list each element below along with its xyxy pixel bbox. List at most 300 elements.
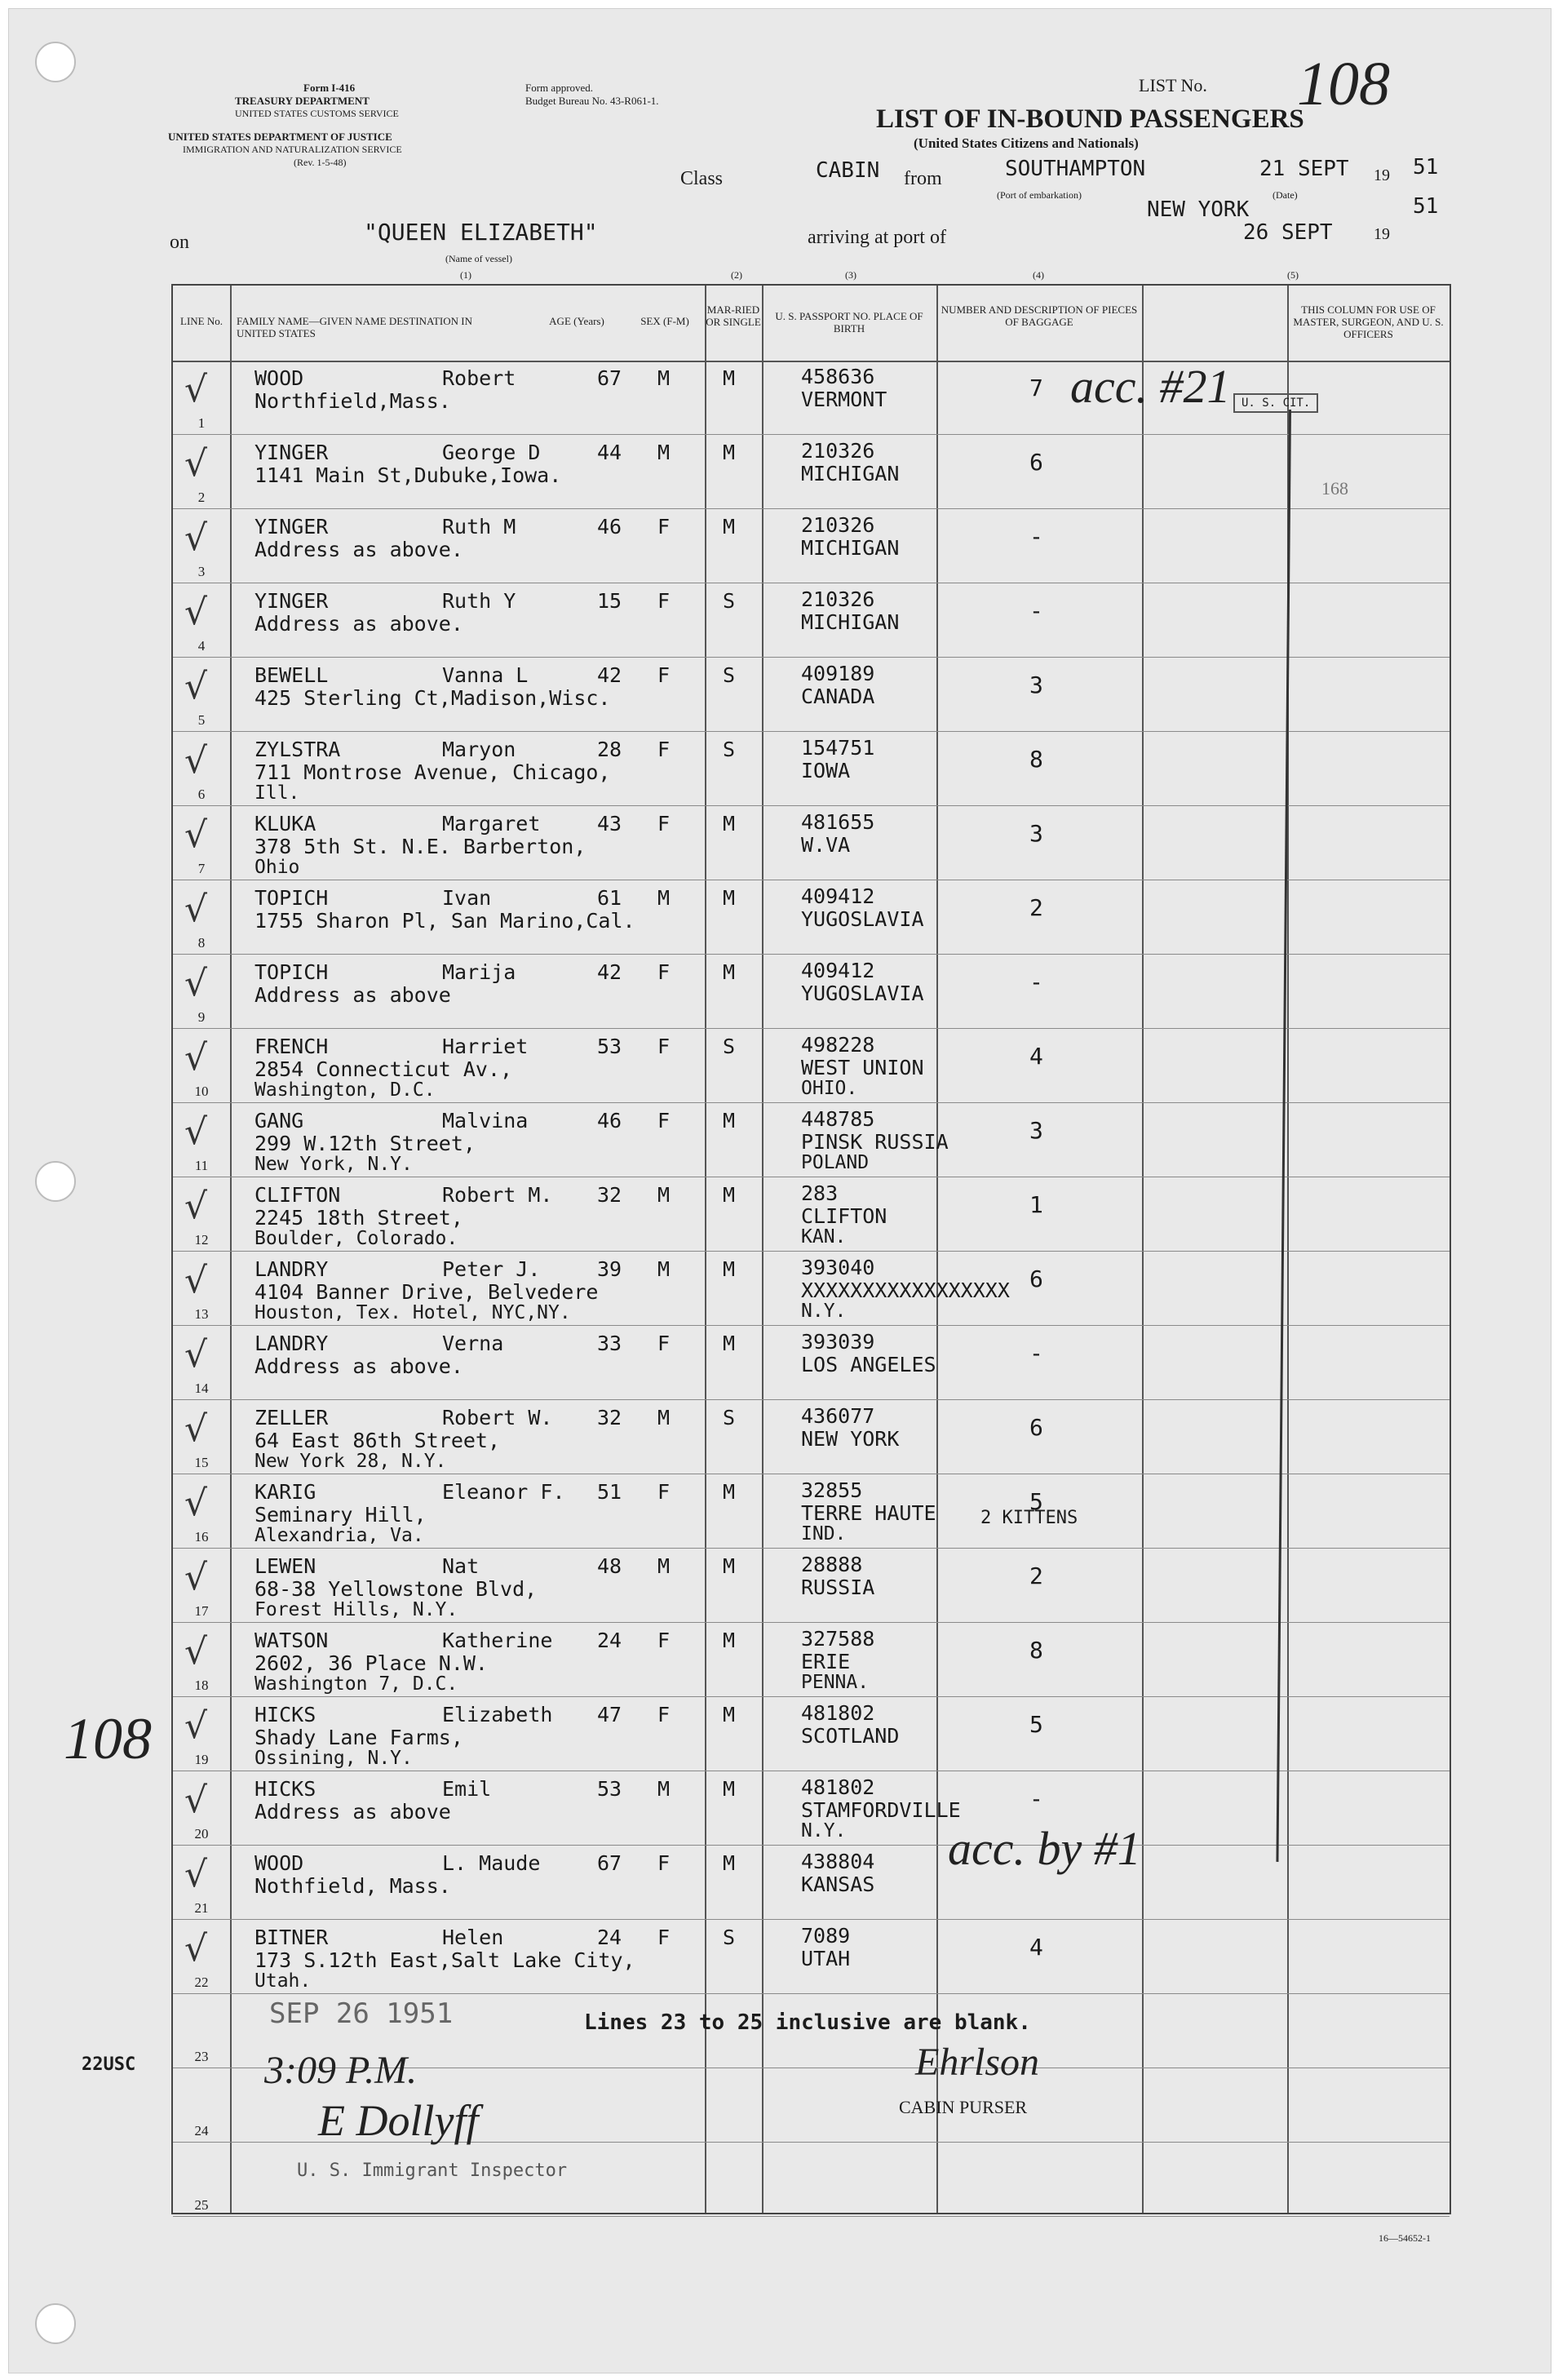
destination-address: 378 5th St. N.E. Barberton,	[255, 835, 586, 858]
place-of-birth: YUGOSLAVIA	[801, 907, 924, 931]
check-mark: √	[184, 1557, 208, 1598]
line-number: 24	[194, 2123, 209, 2138]
given-name: George D	[442, 441, 541, 464]
sex: M	[657, 886, 671, 910]
line-number: 16	[194, 1529, 209, 1545]
line-number: 14	[194, 1381, 209, 1396]
sex: M	[657, 441, 671, 464]
marital-status: M	[723, 1703, 736, 1726]
line-number: 19	[194, 1752, 209, 1767]
check-mark: √	[184, 517, 208, 559]
sex: F	[657, 1851, 671, 1875]
marital-status: S	[723, 1926, 736, 1949]
destination-address-2: Ohio	[255, 857, 300, 878]
family-name: ZELLER	[255, 1406, 329, 1429]
budget-bureau: Budget Bureau No. 43-R061-1.	[525, 95, 659, 107]
footer-code: 16—54652-1	[1379, 2232, 1431, 2244]
passport-number: 409412	[801, 959, 875, 982]
age: 42	[597, 960, 622, 984]
annotation-kittens: 2 KITTENS	[980, 1508, 1078, 1528]
line-number: 10	[194, 1084, 209, 1099]
table-row	[173, 806, 1450, 880]
sex: M	[657, 1257, 671, 1281]
given-name: Malvina	[442, 1109, 529, 1132]
passenger-table	[171, 284, 1451, 2214]
table-row	[173, 435, 1450, 509]
given-name: Ivan	[442, 886, 492, 910]
column-1-caption: (1)	[460, 269, 471, 281]
baggage-count: 8	[1029, 1637, 1043, 1664]
table-row	[173, 955, 1450, 1029]
passport-number: 481655	[801, 810, 875, 834]
baggage-count: -	[1029, 1785, 1043, 1812]
place-of-birth: MICHIGAN	[801, 536, 900, 560]
family-name: LANDRY	[255, 1332, 329, 1355]
passport-number: 448785	[801, 1107, 875, 1131]
header-passport: U. S. PASSPORT NO. PLACE OF BIRTH	[775, 310, 923, 335]
line-number: 4	[197, 638, 206, 654]
family-name: GANG	[255, 1109, 304, 1132]
marital-status: M	[723, 886, 736, 910]
list-no-value: 108	[1297, 50, 1390, 118]
place-of-birth-2: N.Y.	[801, 1820, 847, 1842]
family-name: YINGER	[255, 589, 329, 613]
sex: M	[657, 1554, 671, 1578]
purser-signature: Ehrlson	[915, 2041, 1040, 2084]
table-row	[173, 1400, 1450, 1474]
table-row	[173, 1474, 1450, 1549]
given-name: Eleanor F.	[442, 1480, 565, 1504]
passport-number: 210326	[801, 439, 875, 463]
baggage-count: 6	[1029, 1414, 1043, 1441]
check-mark: √	[184, 592, 208, 633]
from-label: from	[904, 168, 942, 189]
line-number: 2	[197, 490, 206, 505]
destination-address-2: Washington, D.C.	[255, 1079, 436, 1101]
annotation-168: 168	[1321, 478, 1348, 499]
column-4-caption: (4)	[1033, 269, 1044, 281]
place-of-birth: YUGOSLAVIA	[801, 982, 924, 1005]
line-number: 5	[197, 712, 206, 728]
given-name: Nat	[442, 1554, 480, 1578]
baggage-count: 4	[1029, 1934, 1043, 1961]
age: 24	[597, 1926, 622, 1949]
port-of-arrival: NEW YORK	[1147, 197, 1250, 222]
baggage-count: 2	[1029, 894, 1043, 921]
on-label: on	[170, 232, 189, 253]
place-of-birth: UTAH	[801, 1947, 851, 1970]
marital-status: S	[723, 738, 736, 761]
place-of-birth: NEW YORK	[801, 1427, 900, 1451]
age: 67	[597, 366, 622, 390]
table-row	[173, 1029, 1450, 1103]
family-name: BEWELL	[255, 663, 329, 687]
year-prefix-2: 19	[1374, 225, 1390, 243]
check-mark: √	[184, 740, 208, 782]
place-of-birth-2: POLAND	[801, 1152, 870, 1173]
check-mark: √	[184, 963, 208, 1004]
line-number: 12	[194, 1232, 209, 1248]
line-number: 21	[194, 1900, 209, 1916]
passport-number: 393039	[801, 1330, 875, 1354]
header-age: AGE (Years)	[549, 315, 604, 327]
baggage-count: 2	[1029, 1562, 1043, 1589]
sex: M	[657, 1777, 671, 1801]
place-of-birth-2: IND.	[801, 1523, 847, 1545]
header-baggage: NUMBER AND DESCRIPTION OF PIECES OF BAGGAGE	[941, 304, 1138, 328]
line-number: 20	[194, 1826, 209, 1842]
baggage-count: 1	[1029, 1191, 1043, 1218]
sex: F	[657, 1629, 671, 1652]
baggage-count: 3	[1029, 1117, 1043, 1144]
check-mark: √	[184, 1854, 208, 1895]
given-name: Robert	[442, 366, 516, 390]
place-of-birth-2: KAN.	[801, 1226, 847, 1248]
table-row	[173, 1697, 1450, 1771]
line-number: 23	[194, 2049, 209, 2064]
baggage-count: 3	[1029, 671, 1043, 698]
check-mark: √	[184, 814, 208, 856]
passport-number: 283	[801, 1181, 839, 1205]
table-row	[173, 658, 1450, 732]
list-subtitle: (United States Citizens and Nationals)	[914, 135, 1139, 151]
line-number: 17	[194, 1603, 209, 1619]
line-number: 18	[194, 1678, 209, 1693]
place-of-birth-2: N.Y.	[801, 1301, 847, 1322]
sex: F	[657, 738, 671, 761]
line-number: 22	[194, 1974, 209, 1990]
baggage-count: -	[1029, 523, 1043, 550]
baggage-count: 6	[1029, 449, 1043, 476]
marital-status: M	[723, 812, 736, 835]
table-row	[173, 880, 1450, 955]
vessel-name: "QUEEN ELIZABETH"	[364, 219, 598, 246]
table-row	[173, 1549, 1450, 1623]
destination-address: 68-38 Yellowstone Blvd,	[255, 1577, 538, 1601]
family-name: TOPICH	[255, 960, 329, 984]
given-name: Ruth M	[442, 515, 516, 538]
place-of-birth: WEST UNION	[801, 1056, 924, 1079]
place-of-birth: SCOTLAND	[801, 1724, 900, 1748]
place-of-birth: LOS ANGELES	[801, 1353, 936, 1376]
arriving-label: arriving at port of	[808, 227, 946, 248]
class-value: CABIN	[816, 158, 880, 183]
sex: F	[657, 1332, 671, 1355]
header-line-no: LINE No.	[180, 315, 223, 327]
destination-address: 425 Sterling Ct,Madison,Wisc.	[255, 686, 611, 710]
line-number: 8	[197, 935, 206, 951]
table-row	[173, 1846, 1450, 1920]
line-number: 11	[194, 1158, 209, 1173]
age: 61	[597, 886, 622, 910]
sex: F	[657, 812, 671, 835]
place-of-birth: W.VA	[801, 833, 851, 857]
destination-address: Address as above	[255, 983, 451, 1007]
baggage-count: 3	[1029, 820, 1043, 847]
line-number: 13	[194, 1306, 209, 1322]
marital-status: M	[723, 1777, 736, 1801]
family-name: KLUKA	[255, 812, 316, 835]
age: 24	[597, 1629, 622, 1652]
baggage-count: 7	[1029, 375, 1043, 401]
sex: M	[657, 366, 671, 390]
table-row	[173, 509, 1450, 583]
form-number: Form I-416	[303, 82, 356, 94]
table-row	[173, 583, 1450, 658]
row-rule	[173, 2216, 1450, 2217]
given-name: Katherine	[442, 1629, 553, 1652]
destination-address: 173 S.12th East,Salt Lake City,	[255, 1948, 635, 1972]
destination-address: Northfield,Mass.	[255, 389, 451, 413]
sex: M	[657, 1406, 671, 1429]
family-name: FRENCH	[255, 1035, 329, 1058]
port-of-embarkation: SOUTHAMPTON	[1005, 157, 1146, 181]
given-name: Helen	[442, 1926, 504, 1949]
marital-status: M	[723, 1629, 736, 1652]
check-mark: √	[184, 1111, 208, 1153]
destination-address: 4104 Banner Drive, Belvedere	[255, 1280, 599, 1304]
margin-code: 22USC	[82, 2054, 136, 2075]
passport-number: 481802	[801, 1775, 875, 1799]
family-name: YINGER	[255, 441, 329, 464]
line-number: 25	[194, 2197, 209, 2213]
table-row	[173, 732, 1450, 806]
destination-address-2: Alexandria, Va.	[255, 1525, 424, 1546]
destination-address-2: Houston, Tex. Hotel, NYC,NY.	[255, 1302, 571, 1323]
passport-number: 32855	[801, 1478, 863, 1502]
destination-address-2: Boulder, Colorado.	[255, 1228, 458, 1249]
purser-label: CABIN PURSER	[899, 2097, 1028, 2117]
place-of-birth: STAMFORDVILLE	[801, 1798, 961, 1822]
place-of-birth: CLIFTON	[801, 1204, 887, 1228]
vessel-caption: (Name of vessel)	[445, 253, 512, 264]
annotation-acc-21: acc. #21	[1070, 360, 1231, 413]
check-mark: √	[184, 1928, 208, 1970]
family-name: CLIFTON	[255, 1183, 341, 1207]
passport-number: 210326	[801, 587, 875, 611]
destination-address: 711 Montrose Avenue, Chicago,	[255, 760, 611, 784]
column-5-caption: (5)	[1287, 269, 1299, 281]
family-name: WOOD	[255, 1851, 304, 1875]
check-mark: √	[184, 1483, 208, 1524]
check-mark: √	[184, 666, 208, 707]
age: 46	[597, 1109, 622, 1132]
column-3-caption: (3)	[845, 269, 856, 281]
family-name: WOOD	[255, 366, 304, 390]
age: 33	[597, 1332, 622, 1355]
date-stamp: SEP 26 1951	[269, 1997, 454, 2030]
year-prefix: 19	[1374, 166, 1390, 184]
table-row	[173, 1920, 1450, 1994]
sex: M	[657, 1183, 671, 1207]
passport-number: 28888	[801, 1553, 863, 1576]
marital-status: M	[723, 1851, 736, 1875]
family-name: WATSON	[255, 1629, 329, 1652]
line-number: 7	[197, 861, 206, 876]
check-mark: √	[184, 1037, 208, 1079]
passport-number: 409412	[801, 884, 875, 908]
given-name: Margaret	[442, 812, 541, 835]
line-number: 1	[197, 415, 206, 431]
age: 28	[597, 738, 622, 761]
baggage-count: 8	[1029, 746, 1043, 773]
check-mark: √	[184, 1408, 208, 1450]
sex: F	[657, 1035, 671, 1058]
family-name: ZYLSTRA	[255, 738, 341, 761]
time-note: 3:09 P.M.	[264, 2049, 418, 2092]
destination-address-2: Ossining, N.Y.	[255, 1748, 413, 1769]
arrival-year: 51	[1413, 194, 1439, 219]
table-row	[173, 1771, 1450, 1846]
age: 42	[597, 663, 622, 687]
place-of-birth: XXXXXXXXXXXXXXXXX	[801, 1279, 1010, 1302]
header-officers: THIS COLUMN FOR USE OF MASTER, SURGEON, AND U. S. OFFICERS	[1293, 304, 1444, 340]
sex: F	[657, 589, 671, 613]
sex: F	[657, 1480, 671, 1504]
table-row	[173, 1103, 1450, 1177]
header-name: FAMILY NAME—GIVEN NAME DESTINATION IN UNITED STATES	[237, 315, 473, 339]
marital-status: S	[723, 1035, 736, 1058]
age: 53	[597, 1035, 622, 1058]
age: 32	[597, 1406, 622, 1429]
age: 43	[597, 812, 622, 835]
departure-date: 21 SEPT	[1259, 157, 1349, 181]
place-of-birth: IOWA	[801, 759, 851, 782]
check-mark: √	[184, 889, 208, 930]
marital-status: S	[723, 1406, 736, 1429]
passport-number: 481802	[801, 1701, 875, 1725]
family-name: KARIG	[255, 1480, 316, 1504]
check-mark: √	[184, 1186, 208, 1227]
check-mark: √	[184, 1779, 208, 1821]
place-of-birth: VERMONT	[801, 388, 887, 411]
place-of-birth: MICHIGAN	[801, 610, 900, 634]
punch-hole	[35, 42, 76, 82]
passport-number: 436077	[801, 1404, 875, 1428]
table-row	[173, 1623, 1450, 1697]
family-name: LEWEN	[255, 1554, 316, 1578]
passport-number: 458636	[801, 365, 875, 388]
place-of-birth: MICHIGAN	[801, 462, 900, 485]
given-name: Maryon	[442, 738, 516, 761]
given-name: Robert W.	[442, 1406, 553, 1429]
table-row	[173, 1252, 1450, 1326]
place-of-birth-2: PENNA.	[801, 1672, 870, 1693]
class-label: Class	[680, 168, 724, 189]
marital-status: M	[723, 1257, 736, 1281]
line-number: 6	[197, 787, 206, 802]
marital-status: S	[723, 663, 736, 687]
table-row	[173, 1177, 1450, 1252]
destination-address: Address as above.	[255, 1354, 463, 1378]
line-number: 9	[197, 1009, 206, 1025]
baggage-count: -	[1029, 1340, 1043, 1367]
given-name: Harriet	[442, 1035, 529, 1058]
sex: F	[657, 1926, 671, 1949]
family-name: HICKS	[255, 1703, 316, 1726]
marital-status: M	[723, 1109, 736, 1132]
age: 67	[597, 1851, 622, 1875]
place-of-birth: RUSSIA	[801, 1576, 875, 1599]
sex: F	[657, 1703, 671, 1726]
destination-address: Seminary Hill,	[255, 1503, 427, 1527]
marital-status: S	[723, 589, 736, 613]
marital-status: M	[723, 1554, 736, 1578]
destination-address: Address as above.	[255, 538, 463, 561]
destination-address-2: Ill.	[255, 782, 300, 804]
check-mark: √	[184, 1631, 208, 1673]
given-name: Emil	[442, 1777, 492, 1801]
family-name: LANDRY	[255, 1257, 329, 1281]
form-approved: Form approved.	[525, 82, 594, 94]
us-citizen-stamp: U. S. CIT.	[1233, 393, 1318, 413]
justice-label: UNITED STATES DEPARTMENT OF JUSTICE	[168, 131, 392, 143]
destination-address-2: Utah.	[255, 1970, 312, 1992]
revision-label: (Rev. 1-5-48)	[294, 157, 347, 168]
check-mark: √	[184, 1705, 208, 1747]
given-name: Elizabeth	[442, 1703, 553, 1726]
family-name: TOPICH	[255, 886, 329, 910]
marital-status: M	[723, 366, 736, 390]
given-name: Peter J.	[442, 1257, 541, 1281]
marital-status: M	[723, 515, 736, 538]
destination-address: Address as above	[255, 1800, 451, 1824]
port-embark-caption: (Port of embarkation)	[997, 189, 1082, 201]
place-of-birth: PINSK RUSSIA	[801, 1130, 949, 1154]
place-of-birth-2: OHIO.	[801, 1078, 858, 1099]
list-no-label: LIST No.	[1139, 75, 1207, 95]
passport-number: 409189	[801, 662, 875, 685]
age: 46	[597, 515, 622, 538]
marital-status: M	[723, 441, 736, 464]
baggage-count: 6	[1029, 1265, 1043, 1292]
age: 48	[597, 1554, 622, 1578]
passport-number: 498228	[801, 1033, 875, 1057]
destination-address: 1755 Sharon Pl, San Marino,Cal.	[255, 909, 635, 933]
destination-address: 2245 18th Street,	[255, 1206, 463, 1230]
check-mark: √	[184, 1334, 208, 1376]
given-name: Robert M.	[442, 1183, 553, 1207]
age: 53	[597, 1777, 622, 1801]
list-title: LIST OF IN-BOUND PASSENGERS	[876, 104, 1304, 134]
check-mark: √	[184, 443, 208, 485]
age: 47	[597, 1703, 622, 1726]
marital-status: M	[723, 1332, 736, 1355]
header-sex: SEX (F-M)	[640, 315, 689, 327]
given-name: L. Maude	[442, 1851, 541, 1875]
ins-label: IMMIGRATION AND NATURALIZATION SERVICE	[183, 144, 402, 155]
blank-lines-note: Lines 23 to 25 inclusive are blank.	[584, 2010, 1031, 2035]
destination-address: Address as above.	[255, 612, 463, 636]
given-name: Marija	[442, 960, 516, 984]
sex: F	[657, 663, 671, 687]
baggage-count: -	[1029, 968, 1043, 995]
destination-address-2: Washington 7, D.C.	[255, 1673, 458, 1695]
line-number: 3	[197, 564, 206, 579]
passport-number: 438804	[801, 1850, 875, 1873]
date-caption: (Date)	[1273, 189, 1298, 201]
destination-address: Nothfield, Mass.	[255, 1874, 451, 1898]
sex: F	[657, 960, 671, 984]
passport-number: 327588	[801, 1627, 875, 1651]
inspector-signature: E Dollyff	[318, 2096, 479, 2145]
destination-address: 2854 Connecticut Av.,	[255, 1057, 513, 1081]
passport-number: 154751	[801, 736, 875, 760]
age: 44	[597, 441, 622, 464]
punch-hole	[35, 2303, 76, 2344]
destination-address-2: New York, N.Y.	[255, 1154, 413, 1175]
age: 15	[597, 589, 622, 613]
